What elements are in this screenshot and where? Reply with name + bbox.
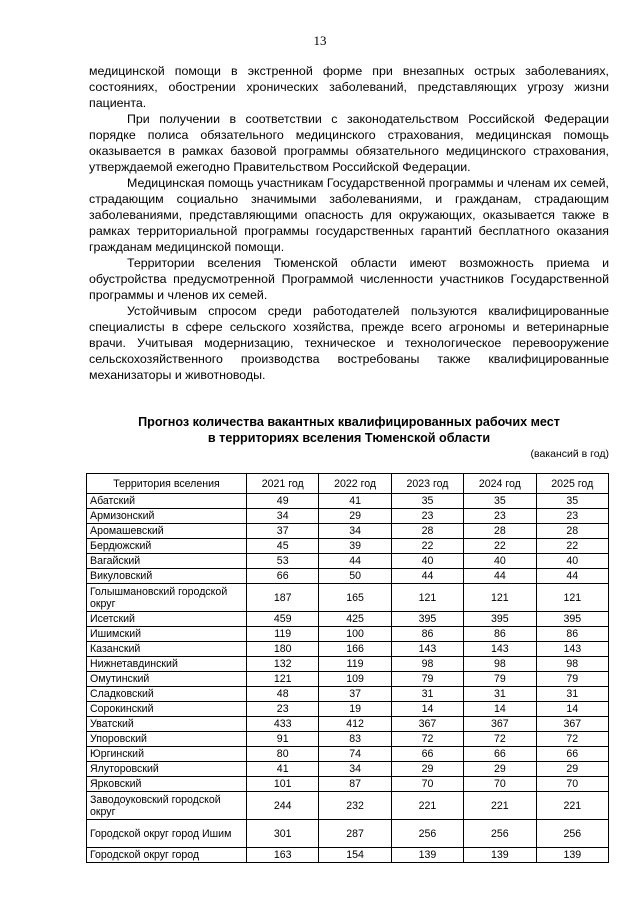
vacancy-cell: 34 — [247, 509, 319, 524]
header-2022: 2022 год — [319, 474, 391, 494]
vacancy-cell: 19 — [319, 702, 391, 717]
vacancy-cell: 79 — [536, 672, 608, 687]
vacancy-cell: 80 — [247, 747, 319, 762]
vacancy-cell: 22 — [464, 539, 536, 554]
vacancy-cell: 87 — [319, 777, 391, 792]
table-row — [87, 584, 609, 612]
vacancy-cell: 459 — [247, 612, 319, 627]
territory-cell: Голышмановский городской округ — [87, 584, 247, 612]
vacancy-cell: 91 — [247, 732, 319, 747]
table-row — [87, 554, 609, 569]
vacancy-cell: 23 — [391, 509, 463, 524]
table-row — [87, 612, 609, 627]
vacancy-cell: 14 — [536, 702, 608, 717]
vacancy-cell: 221 — [536, 792, 608, 820]
table-row — [87, 657, 609, 672]
territory-cell: Казанский — [87, 642, 247, 657]
table-row — [87, 717, 609, 732]
vacancy-cell: 433 — [247, 717, 319, 732]
vacancy-cell: 66 — [464, 747, 536, 762]
vacancy-cell: 412 — [319, 717, 391, 732]
unit-note: (вакансий в год) — [530, 448, 609, 460]
vacancy-cell: 163 — [247, 848, 319, 863]
vacancy-cell: 165 — [319, 584, 391, 612]
vacancy-cell: 70 — [391, 777, 463, 792]
vacancy-cell: 44 — [536, 569, 608, 584]
vacancy-cell: 256 — [391, 820, 463, 848]
vacancy-cell: 14 — [391, 702, 463, 717]
territory-cell: Уватский — [87, 717, 247, 732]
vacancy-cell: 367 — [536, 717, 608, 732]
vacancy-cell: 187 — [247, 584, 319, 612]
table-row — [87, 524, 609, 539]
table-row — [87, 494, 609, 509]
vacancy-cell: 70 — [464, 777, 536, 792]
vacancy-cell: 143 — [464, 642, 536, 657]
vacancy-cell: 66 — [536, 747, 608, 762]
territory-cell: Городской округ город Ишим — [87, 820, 247, 848]
vacancy-cell: 72 — [391, 732, 463, 747]
vacancy-cell: 40 — [391, 554, 463, 569]
vacancy-cell: 35 — [391, 494, 463, 509]
vacancy-cell: 29 — [536, 762, 608, 777]
vacancy-cell: 86 — [536, 627, 608, 642]
vacancy-cell: 28 — [391, 524, 463, 539]
territory-cell: Упоровский — [87, 732, 247, 747]
vacancy-cell: 41 — [247, 762, 319, 777]
vacancy-cell: 121 — [464, 584, 536, 612]
vacancy-cell: 121 — [536, 584, 608, 612]
table-row — [87, 569, 609, 584]
vacancy-cell: 143 — [536, 642, 608, 657]
table-title-line-2: в территориях вселения Тюменской области — [207, 431, 491, 445]
vacancy-cell: 221 — [391, 792, 463, 820]
vacancy-cell: 166 — [319, 642, 391, 657]
vacancy-cell: 232 — [319, 792, 391, 820]
vacancy-cell: 22 — [536, 539, 608, 554]
body-text — [89, 63, 609, 383]
vacancy-cell: 53 — [247, 554, 319, 569]
vacancy-cell: 98 — [536, 657, 608, 672]
paragraph: Устойчивым спросом среди работодателей пользуются квалифицированные специалисты в сфере сельского хозяйства, прежде всего агрономы и ветеринарные врачи. Учитывая модернизацию, техническое и технологическое перевооружение сельскохозяйственного производства востребованы также квалифицированные механизаторы и животноводы. — [89, 304, 609, 382]
table-row — [87, 762, 609, 777]
table-row — [87, 777, 609, 792]
table-body — [87, 494, 609, 863]
vacancies-table — [86, 473, 609, 863]
vacancy-cell: 98 — [464, 657, 536, 672]
header-2021: 2021 год — [247, 474, 319, 494]
vacancy-cell: 109 — [319, 672, 391, 687]
table-row — [87, 820, 609, 848]
vacancy-cell: 31 — [464, 687, 536, 702]
vacancy-cell: 66 — [391, 747, 463, 762]
vacancy-cell: 39 — [319, 539, 391, 554]
page-number: 13 — [313, 33, 327, 48]
vacancy-cell: 72 — [536, 732, 608, 747]
vacancy-cell: 72 — [464, 732, 536, 747]
table-row — [87, 672, 609, 687]
vacancy-cell: 121 — [247, 672, 319, 687]
vacancy-cell: 34 — [319, 524, 391, 539]
vacancy-cell: 45 — [247, 539, 319, 554]
vacancy-cell: 23 — [247, 702, 319, 717]
vacancy-cell: 425 — [319, 612, 391, 627]
table-row — [87, 642, 609, 657]
vacancy-cell: 29 — [319, 509, 391, 524]
header-territory: Территория вселения — [87, 474, 247, 494]
table-row — [87, 732, 609, 747]
territory-cell: Ишимский — [87, 627, 247, 642]
vacancy-cell: 70 — [536, 777, 608, 792]
paragraph: При получении в соответствии с законодательством Российской Федерации порядке полиса обязательного медицинского страхования, медицинская помощь оказывается в рамках базовой программы обязательного медицинского страхования, утверждаемой ежегодно Правительством Российской Федерации. — [89, 112, 609, 174]
table-row — [87, 792, 609, 820]
table-row — [87, 687, 609, 702]
vacancy-cell: 79 — [391, 672, 463, 687]
territory-cell: Исетский — [87, 612, 247, 627]
vacancy-cell: 35 — [536, 494, 608, 509]
vacancy-cell: 86 — [391, 627, 463, 642]
vacancy-cell: 221 — [464, 792, 536, 820]
vacancy-cell: 100 — [319, 627, 391, 642]
vacancy-cell: 74 — [319, 747, 391, 762]
territory-cell: Аромашевский — [87, 524, 247, 539]
vacancy-cell: 34 — [319, 762, 391, 777]
table-header-row — [87, 474, 609, 494]
vacancy-cell: 101 — [247, 777, 319, 792]
territory-cell: Ярковский — [87, 777, 247, 792]
vacancy-cell: 44 — [391, 569, 463, 584]
vacancy-cell: 66 — [247, 569, 319, 584]
vacancy-cell: 50 — [319, 569, 391, 584]
vacancy-cell: 48 — [247, 687, 319, 702]
vacancy-cell: 121 — [391, 584, 463, 612]
vacancy-cell: 14 — [464, 702, 536, 717]
header-2025: 2025 год — [536, 474, 608, 494]
vacancy-cell: 79 — [464, 672, 536, 687]
territory-cell: Городской округ город — [87, 848, 247, 863]
vacancy-cell: 301 — [247, 820, 319, 848]
header-2023: 2023 год — [391, 474, 463, 494]
vacancy-cell: 41 — [319, 494, 391, 509]
vacancy-cell: 23 — [536, 509, 608, 524]
vacancy-cell: 367 — [391, 717, 463, 732]
paragraph: медицинской помощи в экстренной форме при внезапных острых заболеваниях, состояниях, обострении хронических заболеваний, представляющих угрозу жизни пациента. — [89, 64, 609, 110]
territory-cell: Армизонский — [87, 509, 247, 524]
territory-cell: Абатский — [87, 494, 247, 509]
table-row — [87, 627, 609, 642]
vacancy-cell: 256 — [536, 820, 608, 848]
vacancy-cell: 29 — [464, 762, 536, 777]
vacancy-cell: 256 — [464, 820, 536, 848]
vacancy-cell: 37 — [247, 524, 319, 539]
vacancy-cell: 37 — [319, 687, 391, 702]
vacancy-cell: 395 — [391, 612, 463, 627]
vacancy-cell: 86 — [464, 627, 536, 642]
header-2024: 2024 год — [464, 474, 536, 494]
vacancy-cell: 28 — [464, 524, 536, 539]
territory-cell: Вагайский — [87, 554, 247, 569]
vacancy-cell: 35 — [464, 494, 536, 509]
vacancy-cell: 29 — [391, 762, 463, 777]
vacancy-cell: 28 — [536, 524, 608, 539]
table-title-line-1: Прогноз количества вакантных квалифицированных рабочих мест — [138, 415, 560, 429]
territory-cell: Нижнетавдинский — [87, 657, 247, 672]
territory-cell: Ялуторовский — [87, 762, 247, 777]
vacancy-cell: 139 — [464, 848, 536, 863]
vacancy-cell: 22 — [391, 539, 463, 554]
territory-cell: Омутинский — [87, 672, 247, 687]
vacancy-cell: 139 — [536, 848, 608, 863]
table-row — [87, 509, 609, 524]
vacancy-cell: 395 — [464, 612, 536, 627]
vacancy-cell: 180 — [247, 642, 319, 657]
table-row — [87, 848, 609, 863]
paragraph: Территории вселения Тюменской области имеют возможность приема и обустройства предусмотренной Программой численности участников Государственной программы и членов их семей. — [89, 256, 609, 302]
table-row — [87, 702, 609, 717]
territory-cell: Сорокинский — [87, 702, 247, 717]
vacancy-cell: 367 — [464, 717, 536, 732]
territory-cell: Бердюжский — [87, 539, 247, 554]
vacancy-cell: 49 — [247, 494, 319, 509]
territory-cell: Заводоуковский городской округ — [87, 792, 247, 820]
vacancy-cell: 31 — [391, 687, 463, 702]
vacancy-cell: 132 — [247, 657, 319, 672]
table-row — [87, 747, 609, 762]
territory-cell: Сладковский — [87, 687, 247, 702]
vacancy-cell: 40 — [464, 554, 536, 569]
table-row — [87, 539, 609, 554]
vacancy-cell: 119 — [247, 627, 319, 642]
vacancy-cell: 154 — [319, 848, 391, 863]
vacancy-cell: 143 — [391, 642, 463, 657]
vacancy-cell: 287 — [319, 820, 391, 848]
vacancy-cell: 23 — [464, 509, 536, 524]
vacancy-cell: 98 — [391, 657, 463, 672]
vacancy-cell: 40 — [536, 554, 608, 569]
territory-cell: Викуловский — [87, 569, 247, 584]
vacancy-cell: 83 — [319, 732, 391, 747]
vacancy-cell: 139 — [391, 848, 463, 863]
vacancy-cell: 119 — [319, 657, 391, 672]
table-title — [89, 414, 609, 446]
vacancy-cell: 31 — [536, 687, 608, 702]
vacancy-cell: 244 — [247, 792, 319, 820]
vacancy-cell: 44 — [464, 569, 536, 584]
paragraph: Медицинская помощь участникам Государственной программы и членам их семей, страдающим социально значимыми заболеваниями, и гражданам, страдающим заболеваниями, представляющими опасность для окружающих, оказывается также в рамках территориальной программы государственных гарантий бесплатного оказания гражданам медицинской помощи. — [89, 176, 609, 254]
vacancy-cell: 395 — [536, 612, 608, 627]
vacancy-cell: 44 — [319, 554, 391, 569]
territory-cell: Юргинский — [87, 747, 247, 762]
